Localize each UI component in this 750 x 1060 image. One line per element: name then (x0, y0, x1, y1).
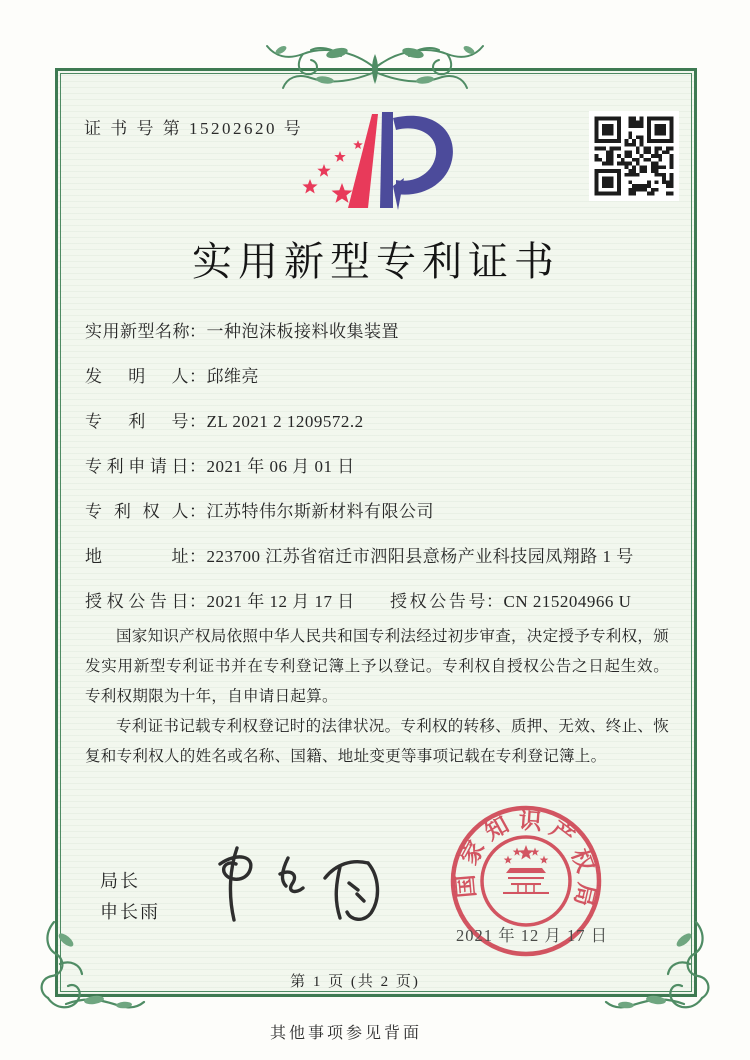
certificate-title: 实用新型专利证书 (192, 239, 560, 284)
field-value: 223700 江苏省宿迁市泗阳县意杨产业科技园凤翔路 1 号 (206, 547, 634, 566)
field-row-patentee (85, 500, 665, 545)
field-colon: ： (189, 457, 207, 476)
field-colon: ： (189, 367, 207, 386)
field-label: 实用新型名称 (85, 322, 190, 341)
fields-section (85, 320, 665, 635)
grant-date-group (85, 592, 355, 611)
svg-text:产: 产 (545, 816, 579, 850)
seal-date: 2021 年 12 月 17 日 (455, 926, 609, 945)
field-value: 2021 年 06 月 01 日 (206, 457, 355, 476)
qr-code (589, 111, 679, 201)
official-seal (450, 783, 665, 998)
field-label: 专利权人 (85, 502, 189, 521)
field-value: CN 215204966 U (503, 592, 632, 611)
field-row-filing-date (85, 455, 665, 500)
svg-text:局: 局 (569, 880, 600, 909)
field-row-patent-no (85, 410, 665, 455)
field-colon: ： (189, 322, 207, 341)
field-colon: ： (189, 592, 207, 611)
field-value: 邱维亮 (206, 367, 259, 386)
svg-text:家: 家 (456, 836, 490, 869)
field-value: 一种泡沫板接料收集装置 (206, 322, 399, 341)
cnipa-logo-icon (298, 104, 476, 220)
svg-text:识: 识 (517, 807, 543, 835)
legal-text-section (85, 622, 669, 772)
field-row-name (85, 320, 665, 365)
back-side-note: 其他事项参见背面 (269, 1025, 422, 1042)
field-colon: ： (189, 412, 207, 431)
legal-paragraph-1: 国家知识产权局依照中华人民共和国专利法经过初步审查，决定授予专利权，颁发实用新型专利证书并在专利登记簿上予以登记。专利权自授权公告之日起生效。专利权期限为十年，自申请日起算。 (85, 628, 670, 705)
commissioner-signature-icon (192, 836, 402, 931)
national-emblem-icon (482, 837, 570, 925)
bottom-left-flourish-icon (36, 918, 148, 1030)
field-value: 江苏特伟尔斯新材料有限公司 (206, 502, 434, 521)
field-label: 专利申请日 (85, 457, 189, 476)
grant-no-group (390, 590, 631, 614)
commissioner-title: 局长 (100, 871, 140, 891)
field-label: 专利号 (85, 412, 189, 431)
field-label: 授权公告号 (390, 592, 486, 611)
svg-text:权: 权 (566, 845, 599, 876)
certificate-number: 证 书 号 第 15202620 号 (84, 119, 304, 138)
svg-text:知: 知 (480, 812, 514, 846)
field-label: 授权公告日 (85, 592, 189, 611)
page-number: 第 1 页 (共 2 页) (290, 974, 420, 990)
field-row-address (85, 545, 665, 590)
field-label: 发明人 (85, 367, 189, 386)
field-colon: ： (189, 547, 207, 566)
field-label: 地址 (85, 547, 189, 566)
field-value: 2021 年 12 月 17 日 (206, 592, 355, 611)
legal-paragraph-2: 专利证书记载专利权登记时的法律状况。专利权的转移、质押、无效、终止、恢复和专利权人的姓名或名称、国籍、地址变更等事项记载在专利登记簿上。 (85, 718, 670, 765)
field-value: ZL 2021 2 1209572.2 (206, 412, 364, 431)
field-colon: ： (486, 592, 504, 611)
commissioner-name: 申长雨 (100, 902, 160, 922)
field-row-inventor (85, 365, 665, 410)
field-colon: ： (189, 502, 207, 521)
svg-text:国: 国 (452, 873, 480, 899)
top-flourish-ornament-icon (245, 38, 505, 96)
